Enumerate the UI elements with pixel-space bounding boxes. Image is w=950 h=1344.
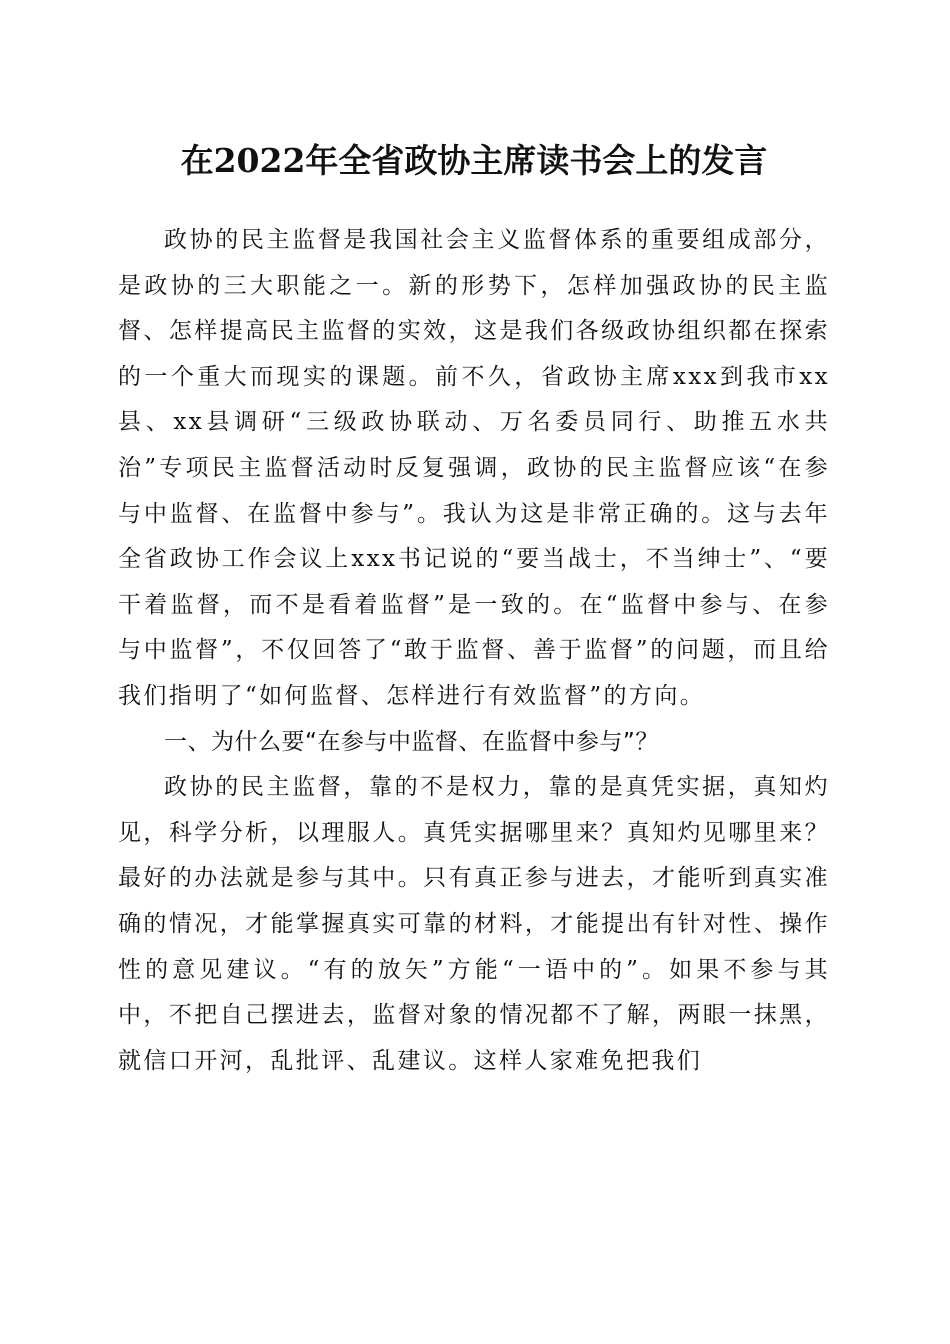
document-title: 在2022年全省政协主席读书会上的发言 xyxy=(180,141,768,180)
document-page xyxy=(118,130,830,1084)
document-body xyxy=(118,218,830,1084)
paragraph-section-1: 政协的民主监督，靠的不是权力，靠的是真凭实据，真知灼见，科学分析，以理服人。真凭实据哪里来？真知灼见哪里来？最好的办法就是参与其中。只有真正参与进去，才能听到真实准确的情况，才能掌握真实可靠的材料，才能提出有针对性、操作性的意见建议。“有的放矢”方能“一语中的”。如果不参与其中，不把自己摆进去，监督对象的情况都不了解，两眼一抹黑，就信口开河，乱批评、乱建议。这样人家难免把我们 xyxy=(118,774,830,1074)
section-heading-1: 一、为什么要“在参与中监督、在监督中参与”？ xyxy=(164,728,659,755)
paragraph-intro: 政协的民主监督是我国社会主义监督体系的重要组成部分，是政协的三大职能之一。新的形势下，怎样加强政协的民主监督、怎样提高民主监督的实效，这是我们各级政协组织都在探索的一个重大而现实的课题。前不久，省政协主席xxx到我市xx县、xx县调研“三级政协联动、万名委员同行、助推五水共治”专项民主监督活动时反复强调，政协的民主监督应该“在参与中监督、在监督中参与”。我认为这是非常正确的。这与去年全省政协工作会议上xxx书记说的“要当战士，不当绅士”、“要干着监督，而不是看着监督”是一致的。在“监督中参与、在参与中监督”，不仅回答了“敢于监督、善于监督”的问题，而且给我们指明了“如何监督、怎样进行有效监督”的方向。 xyxy=(118,227,830,709)
